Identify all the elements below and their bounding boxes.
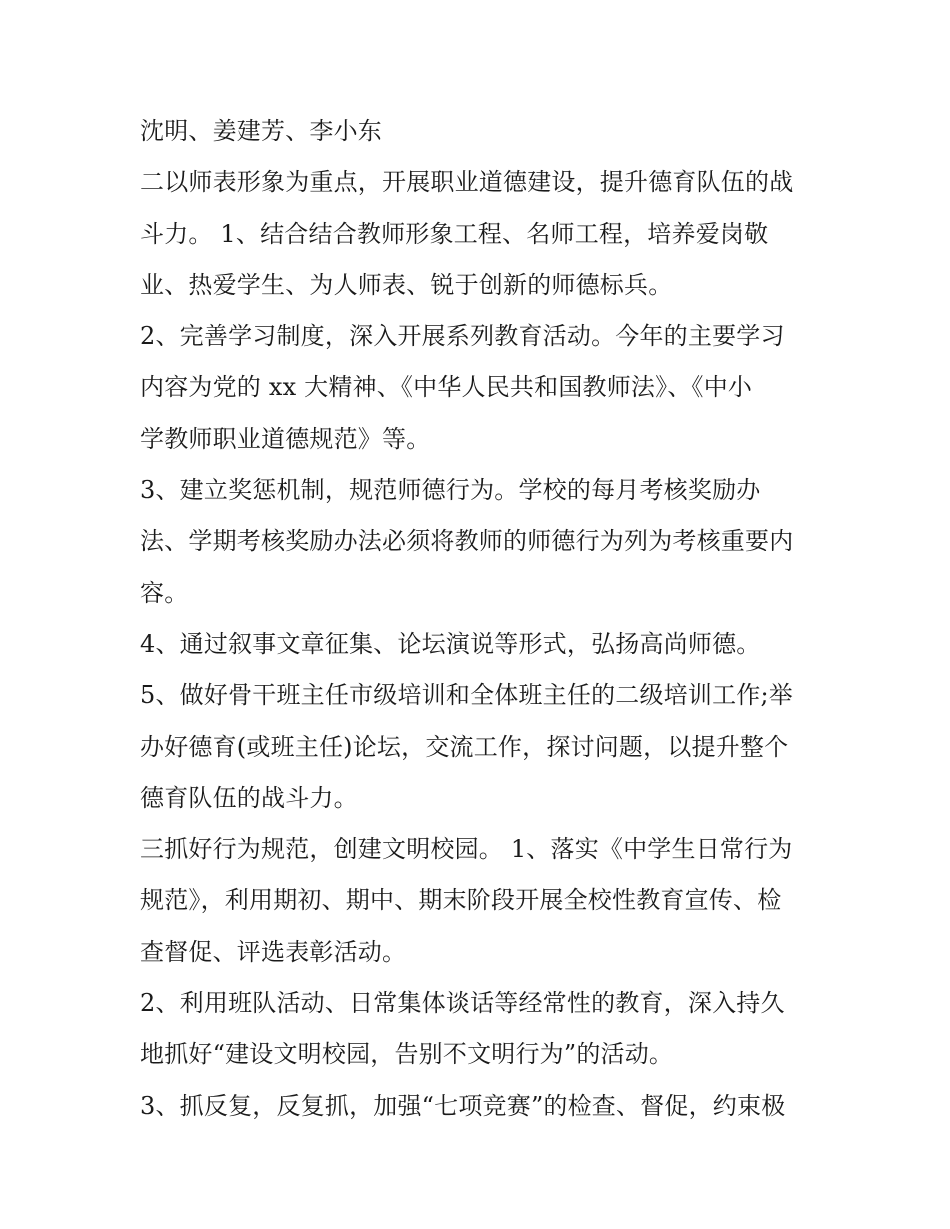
text-line-2: 二以师表形象为重点，开展职业道德建设，提升德育队伍的战 (140, 168, 794, 197)
text-line-11: 4、通过叙事文章征集、论坛演说等形式，弘扬高尚师德。 (140, 629, 761, 658)
text-line-8: 3、建立奖惩机制，规范师德行为。学校的每月考核奖励办 (140, 476, 761, 505)
text-line-3: 斗力。 1、结合结合教师形象工程、名师工程，培养爱岗敬 (140, 219, 769, 248)
text-line-18: 2、利用班队活动、日常集体谈话等经常性的教育，深入持久 (140, 989, 785, 1018)
text-line-13: 办好德育(或班主任)论坛，交流工作，探讨问题，以提升整个 (140, 732, 789, 761)
text-line-6: 内容为党的 xx 大精神、《中华人民共和国教师法》、《中小 (140, 373, 753, 402)
text-line-12: 5、做好骨干班主任市级培训和全体班主任的二级培训工作;举 (140, 681, 793, 710)
text-line-9: 法、学期考核奖励办法必须将教师的师德行为列为考核重要内 (140, 527, 794, 556)
text-line-15: 三抓好行为规范，创建文明校园。 1、落实《中学生日常行为 (140, 835, 793, 864)
text-line-14: 德育队伍的战斗力。 (140, 783, 358, 812)
text-line-10: 容。 (140, 578, 189, 607)
text-line-17: 查督促、评选表彰活动。 (140, 937, 407, 966)
text-line-7: 学教师职业道德规范》等。 (140, 424, 431, 453)
text-line-5: 2、完善学习制度，深入开展系列教育活动。今年的主要学习 (140, 322, 785, 351)
text-line-4: 业、热爱学生、为人师表、锐于创新的师德标兵。 (140, 270, 673, 299)
document-body (140, 106, 820, 1132)
text-line-1: 沈明、姜建芳、李小东 (140, 117, 382, 145)
text-line-20: 3、抓反复，反复抓，加强“七项竞赛”的检查、督促，约束极 (140, 1091, 786, 1120)
text-line-19: 地抓好“建设文明校园，告别不文明行为”的活动。 (140, 1040, 674, 1069)
text-line-16: 规范》，利用期初、期中、期末阶段开展全校性教育宣传、检 (140, 886, 782, 915)
